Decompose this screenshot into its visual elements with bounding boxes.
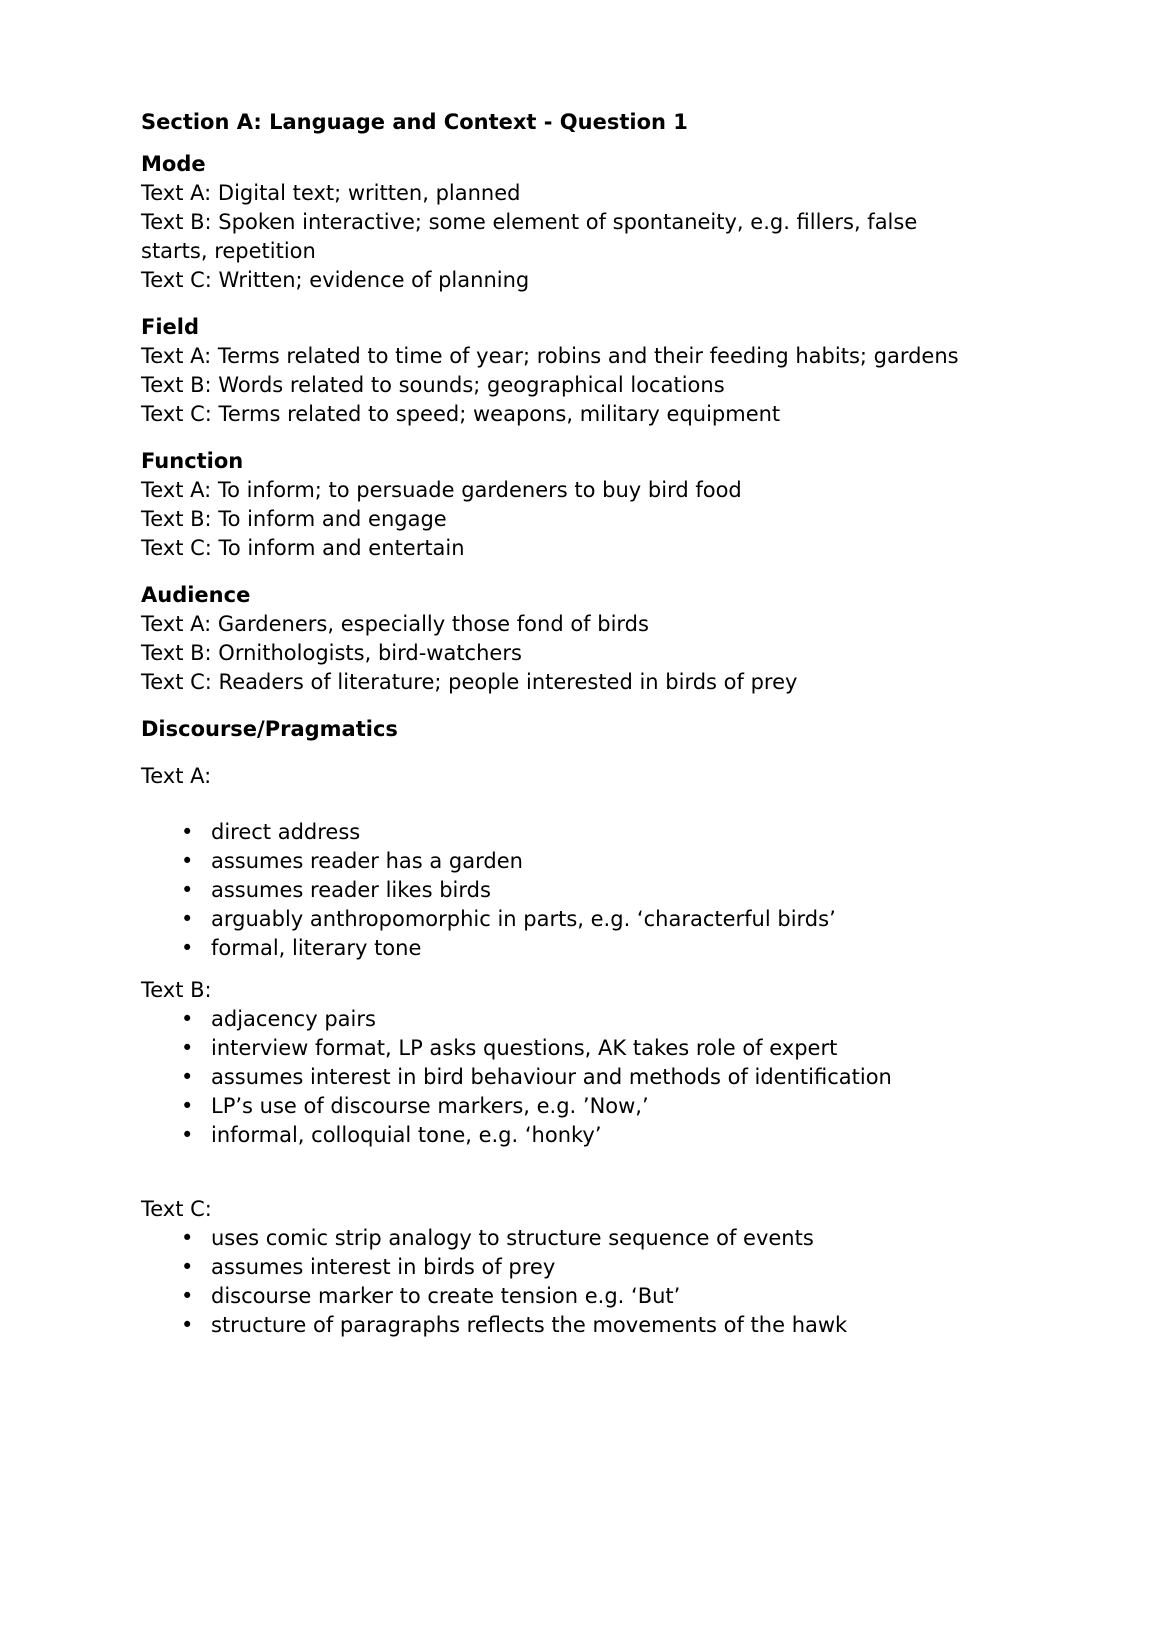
- field-heading: Field: [141, 315, 200, 339]
- list-item: • structure of paragraphs reflects the movements of the hawk: [141, 1311, 1041, 1340]
- text-b-label: Text B:: [141, 978, 212, 1002]
- discourse-heading: Discourse/Pragmatics: [141, 717, 398, 741]
- function-heading: Function: [141, 449, 244, 473]
- document-content: [141, 108, 1041, 1340]
- bullet-icon: •: [181, 1036, 194, 1060]
- audience-line: Text A: Gardeners, especially those fond of birds: [141, 612, 649, 636]
- text-c-label: Text C:: [141, 1197, 212, 1221]
- field-line: Text A: Terms related to time of year; robins and their feeding habits; gardens: [141, 344, 959, 368]
- list-item: • interview format, LP asks questions, AK takes role of expert: [141, 1034, 1041, 1063]
- mode-line: Text A: Digital text; written, planned: [141, 181, 521, 205]
- function-section: [141, 447, 1041, 563]
- list-item: • assumes interest in birds of prey: [141, 1253, 1041, 1282]
- bullet-icon: •: [181, 1226, 194, 1250]
- bullet-icon: •: [181, 1313, 194, 1337]
- bullet-icon: •: [181, 907, 194, 931]
- field-line: Text B: Words related to sounds; geographical locations: [141, 373, 725, 397]
- function-line: Text A: To inform; to persuade gardeners to buy bird food: [141, 478, 742, 502]
- bullet-icon: •: [181, 936, 194, 960]
- list-item: • assumes interest in bird behaviour and methods of identification: [141, 1063, 1041, 1092]
- function-line: Text C: To inform and entertain: [141, 536, 465, 560]
- discourse-section: [141, 715, 1041, 1340]
- audience-line: Text C: Readers of literature; people interested in birds of prey: [141, 670, 798, 694]
- list-item: • direct address: [141, 818, 1041, 847]
- bullet-icon: •: [181, 1065, 194, 1089]
- list-item: • arguably anthropomorphic in parts, e.g. ‘characterful birds’: [141, 905, 1041, 934]
- list-item: • discourse marker to create tension e.g. ‘But’: [141, 1282, 1041, 1311]
- mode-line: Text C: Written; evidence of planning: [141, 268, 530, 292]
- list-item: • assumes reader likes birds: [141, 876, 1041, 905]
- list-item: • assumes reader has a garden: [141, 847, 1041, 876]
- bullet-icon: •: [181, 1284, 194, 1308]
- field-line: Text C: Terms related to speed; weapons, military equipment: [141, 402, 781, 426]
- list-item: • LP’s use of discourse markers, e.g. ’Now,’: [141, 1092, 1041, 1121]
- bullet-icon: •: [181, 878, 194, 902]
- list-item: • formal, literary tone: [141, 934, 1041, 963]
- list-item: • adjacency pairs: [141, 1005, 1041, 1034]
- list-item: • uses comic strip analogy to structure sequence of events: [141, 1224, 1041, 1253]
- mode-section: [141, 150, 1041, 295]
- bullet-icon: •: [181, 849, 194, 873]
- text-b-list: [141, 1005, 1041, 1150]
- field-section: [141, 313, 1041, 429]
- mode-line: Text B: Spoken interactive; some element of spontaneity, e.g. fillers, false starts, repetition: [141, 210, 918, 263]
- audience-section: [141, 581, 1041, 697]
- function-line: Text B: To inform and engage: [141, 507, 447, 531]
- bullet-icon: •: [181, 1007, 194, 1031]
- list-item: • informal, colloquial tone, e.g. ‘honky’: [141, 1121, 1041, 1150]
- text-a-label: Text A:: [141, 764, 212, 788]
- bullet-icon: •: [181, 820, 194, 844]
- text-a-list: [141, 818, 1041, 963]
- text-c-list: [141, 1224, 1041, 1340]
- audience-line: Text B: Ornithologists, bird-watchers: [141, 641, 522, 665]
- bullet-icon: •: [181, 1094, 194, 1118]
- bullet-icon: •: [181, 1123, 194, 1147]
- page-title: Section A: Language and Context - Question 1: [141, 110, 688, 134]
- mode-heading: Mode: [141, 152, 206, 176]
- bullet-icon: •: [181, 1255, 194, 1279]
- audience-heading: Audience: [141, 583, 251, 607]
